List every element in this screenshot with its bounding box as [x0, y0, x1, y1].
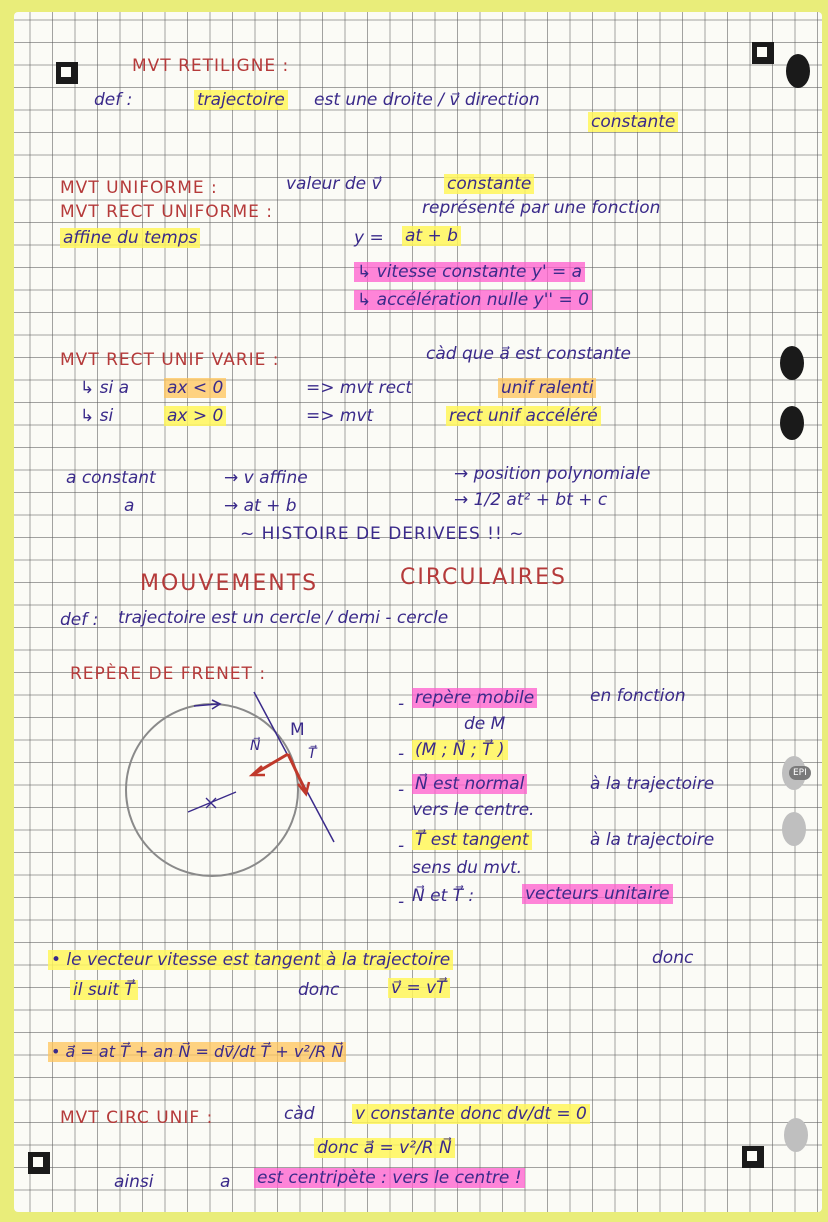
heading-repere-frenet: REPÈRE DE FRENET :: [70, 664, 267, 684]
def-cercle: trajectoire est un cercle / demi - cercle: [118, 608, 449, 628]
dash: -: [398, 892, 405, 912]
donc-1: donc: [652, 948, 694, 968]
def-text: est une droite / v⃗ direction: [314, 90, 540, 110]
vitesse-constante: ↳ vitesse constante y' = a: [354, 262, 585, 282]
vers-le-centre: vers le centre.: [412, 800, 535, 820]
v-affine: → v affine: [224, 468, 308, 488]
rect-uniforme-text: représenté par une fonction: [422, 198, 661, 218]
trajectory-circle: [126, 704, 298, 876]
dash: -: [398, 694, 405, 714]
t-est-tangent: T⃗ est tangent: [412, 830, 532, 850]
t-a-la-trajectoire: à la trajectoire: [590, 830, 715, 850]
epi-sticker: EPI: [789, 766, 811, 780]
unif-ralenti: unif ralenti: [498, 378, 596, 398]
sens-du-mvt: sens du mvt.: [412, 858, 523, 878]
si-label-2: ↳ si: [80, 406, 114, 426]
v-egal-vt: v⃗ = vT⃗: [388, 978, 450, 998]
word-constante: constante: [588, 112, 678, 132]
repere-mobile: repère mobile: [412, 688, 537, 708]
equation-at-b: at + b: [402, 226, 461, 246]
def-label-2: def :: [60, 610, 99, 630]
si-label-1: ↳ si a: [80, 378, 130, 398]
heading-mvt-circ-unif: MVT CIRC UNIF :: [60, 1108, 214, 1128]
polynome: → 1/2 at² + bt + c: [454, 490, 608, 510]
a-constant: a constant: [66, 468, 156, 488]
position-polynomiale: → position polynomiale: [454, 464, 651, 484]
a-label: a: [124, 496, 135, 516]
n-a-la-trajectoire: à la trajectoire: [590, 774, 715, 794]
word-trajectoire: trajectoire: [194, 90, 288, 110]
de-m: de M: [464, 714, 506, 734]
at-plus-b: → at + b: [224, 496, 297, 516]
cad: càd: [284, 1104, 315, 1124]
a-label-2: a: [220, 1172, 231, 1192]
diagram-label-t: T⃗: [308, 746, 317, 762]
il-suit-t: il suit T⃗: [70, 980, 138, 1000]
heading-mouvements: MOUVEMENTS: [140, 571, 319, 596]
ainsi: ainsi: [114, 1172, 154, 1192]
heading-mvt-uniforme: MVT UNIFORME :: [60, 178, 218, 198]
dash: -: [398, 780, 405, 800]
en-fonction: en fonction: [590, 686, 686, 706]
n-et-t: N⃗ et T⃗ :: [412, 886, 475, 906]
heading-circulaires: CIRCULAIRES: [400, 565, 567, 590]
frenet-diagram: [14, 12, 814, 1212]
repere-triplet: (M ; N⃗ ; T⃗ ): [412, 740, 508, 760]
ax-positif: ax > 0: [164, 406, 226, 426]
varie-text: càd que a⃗ est constante: [426, 344, 631, 364]
acceleration-nulle: ↳ accélération nulle y'' = 0: [354, 290, 592, 310]
donc-a-v2-r: donc a⃗ = v²/R N⃗: [314, 1138, 455, 1158]
vecteurs-unitaire: vecteurs unitaire: [522, 884, 673, 904]
equation-y: y =: [354, 228, 384, 248]
donc-2: donc: [298, 980, 340, 1000]
histoire-de-derivees: ~ HISTOIRE DE DERIVEES !! ~: [240, 524, 525, 544]
uniforme-text: valeur de v⃗: [286, 174, 382, 194]
diagram-label-n: N⃗: [250, 738, 261, 754]
def-label: def :: [94, 90, 133, 110]
arrow-mvt-rect: => mvt rect: [306, 378, 413, 398]
centripete: est centripète : vers le centre !: [254, 1168, 525, 1188]
notebook-page: [14, 12, 822, 1212]
v-constante-derivee-nulle: v constante donc dv/dt = 0: [352, 1104, 590, 1124]
heading-mvt-rect-uniforme: MVT RECT UNIFORME :: [60, 202, 273, 222]
uniforme-constante: constante: [444, 174, 534, 194]
dash: -: [398, 744, 405, 764]
normal-vector: [254, 754, 288, 774]
rect-unif-accelere: rect unif accéléré: [446, 406, 601, 426]
heading-mvt-rectiligne: MVT RETILIGNE :: [132, 56, 290, 76]
n-est-normal: N⃗ est normal: [412, 774, 527, 794]
heading-mvt-rect-unif-varie: MVT RECT UNIF VARIE :: [60, 350, 280, 370]
dash: -: [398, 836, 405, 856]
arrow-mvt: => mvt: [306, 406, 374, 426]
affine-du-temps: affine du temps: [60, 228, 200, 248]
vecteur-vitesse-tangent: • le vecteur vitesse est tangent à la trajectoire: [48, 950, 453, 970]
acceleration-decomposition: • a⃗ = at T⃗ + an N⃗ = dv⃗/dt T⃗ + v²/R N⃗: [48, 1042, 346, 1062]
ax-negatif: ax < 0: [164, 378, 226, 398]
diagram-label-m: M: [290, 720, 305, 740]
